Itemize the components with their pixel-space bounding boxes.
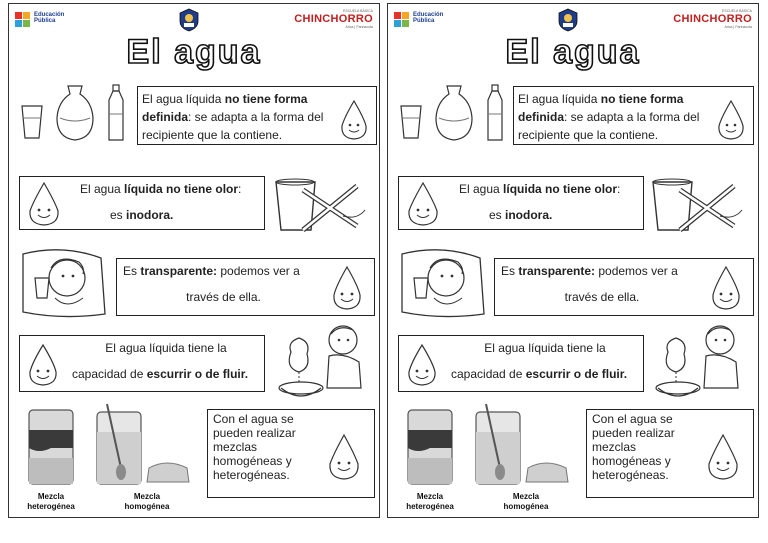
fact-box-transparent: Es transparente: podemos ver a través de ella.	[494, 258, 754, 316]
water-drop-smiley-icon	[339, 100, 369, 140]
school-crest-icon	[556, 8, 580, 32]
glass-icon	[400, 104, 422, 140]
fact-box-shape: El agua líquida no tiene forma definida: se adapta a la forma del recipiente que la contiene.	[513, 86, 754, 145]
worksheet-left: Educación Pública ESCUELA BÁSICA CHINCHORRO Arica | Parinacota El agua El agua líquida no tiene forma definida: se adapta a la forma del recipiente que la contiene. El agua líquida no tiene olor: es inodora. Es transparente: podemos ver a través de ella. El agua líquida tiene la capacidad de escurrir o de fluir. Mezcla heterogénea Mezcla homogénea Con el agua se pueden realizar mezclas homogéneas y heterogéneas.	[8, 3, 380, 518]
page-title: El agua	[505, 33, 641, 71]
child-drinking-icon	[19, 244, 109, 318]
child-pouring-water-icon	[654, 322, 750, 404]
water-drop-smiley-icon	[406, 182, 440, 226]
pitcher-icon	[433, 84, 475, 142]
heterogeneous-mixture-glass-icon	[27, 408, 75, 486]
hetero-label: Mezcla	[416, 492, 444, 501]
water-drop-smiley-icon	[406, 344, 438, 386]
fact-box-transparent: Es transparente: podemos ver a través de ella.	[116, 258, 375, 316]
chinchorro-logo: ESCUELA BÁSICA CHINCHORRO Arica | Parinacota	[294, 9, 373, 29]
educacion-publica-logo: Educación Pública	[15, 10, 85, 32]
water-drop-smiley-icon	[710, 266, 742, 310]
fact-box-smell: El agua líquida no tiene olor: es inodora.	[398, 176, 644, 230]
fact-box-flow: El agua líquida tiene la capacidad de escurrir o de fluir.	[19, 335, 265, 392]
fact-box-mixtures: Con el agua se pueden realizar mezclas homogéneas y heterogéneas.	[207, 409, 375, 498]
bottle-icon	[484, 84, 506, 142]
educacion-publica-logo: Educación Pública	[394, 10, 464, 32]
bottle-icon	[105, 84, 127, 142]
glass-icon	[21, 104, 43, 140]
homogeneous-mixture-glass-icon	[93, 402, 193, 486]
worksheet-right: Educación Pública ESCUELA BÁSICA CHINCHORRO Arica | Parinacota El agua El agua líquida no tiene forma definida: se adapta a la forma del recipiente que la contiene. El agua líquida no tiene olor: es inodora. Es transparente: podemos ver a través de ella. El agua líquida tiene la capacidad de escurrir o de fluir. Mezcla heterogénea Mezcla homogénea Con el agua se pueden realizar mezclas homogéneas y heterogéneas.	[387, 3, 759, 518]
water-drop-smiley-icon	[27, 344, 59, 386]
water-drop-smiley-icon	[327, 434, 361, 480]
child-drinking-icon	[398, 244, 488, 318]
child-pouring-water-icon	[277, 322, 373, 404]
page-title: El agua	[126, 33, 262, 71]
fact-box-mixtures: Con el agua se pueden realizar mezclas homogéneas y heterogéneas.	[586, 409, 754, 498]
fact-box-shape: El agua líquida no tiene forma definida: se adapta a la forma del recipiente que la contiene.	[137, 86, 377, 145]
school-crest-icon	[177, 8, 201, 32]
hetero-label: Mezcla	[37, 492, 65, 501]
water-drop-smiley-icon	[27, 182, 61, 226]
heterogeneous-mixture-glass-icon	[406, 408, 454, 486]
glass-no-smell-icon	[650, 176, 746, 234]
water-drop-smiley-icon	[716, 100, 746, 140]
homogeneous-mixture-glass-icon	[472, 402, 572, 486]
glass-no-smell-icon	[273, 176, 369, 234]
pitcher-icon	[54, 84, 96, 142]
homo-label: Mezcla	[512, 492, 540, 501]
fact-box-flow: El agua líquida tiene la capacidad de escurrir o de fluir.	[398, 335, 644, 392]
homo-label: Mezcla	[133, 492, 161, 501]
water-drop-smiley-icon	[706, 434, 740, 480]
water-drop-smiley-icon	[331, 266, 363, 310]
chinchorro-logo: ESCUELA BÁSICA CHINCHORRO Arica | Parinacota	[673, 9, 752, 29]
fact-box-smell: El agua líquida no tiene olor: es inodora.	[19, 176, 265, 230]
